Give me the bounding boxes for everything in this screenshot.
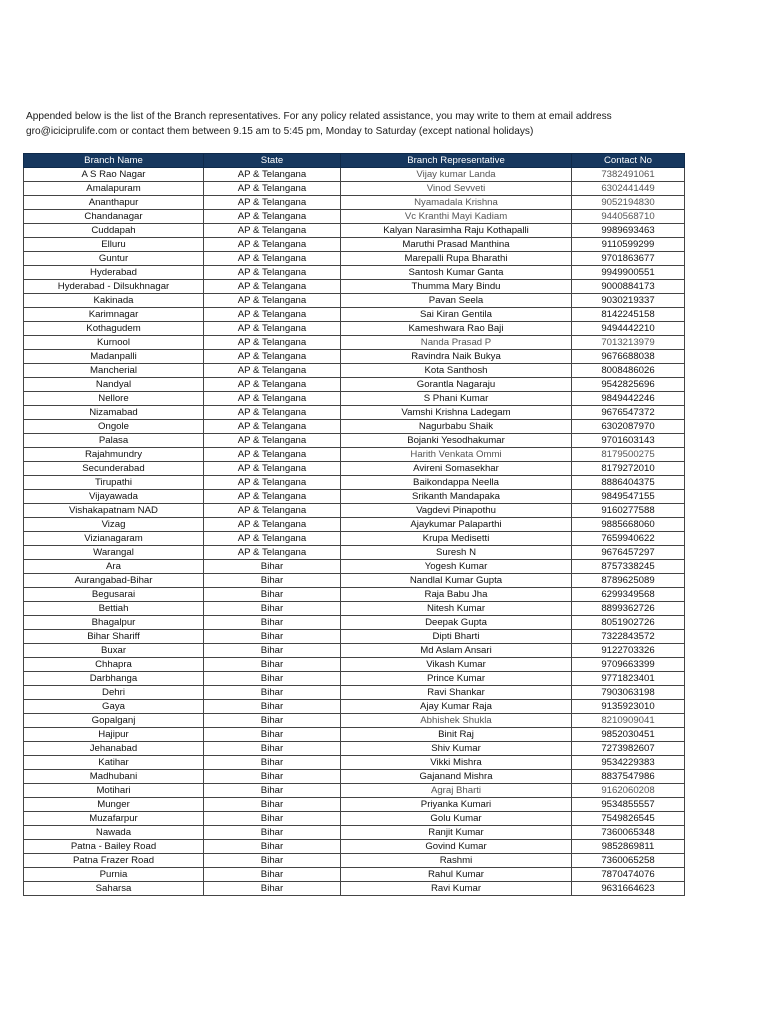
state-cell: AP & Telangana [204,378,341,392]
representative-cell: Maruthi Prasad Manthina [341,238,572,252]
state-cell: Bihar [204,854,341,868]
contact-no-cell: 9852030451 [572,728,685,742]
state-cell: Bihar [204,672,341,686]
table-row [24,784,685,798]
header-contact-no: Contact No [572,154,685,168]
table-row [24,574,685,588]
contact-no-cell: 7013213979 [572,336,685,350]
state-cell: AP & Telangana [204,532,341,546]
table-row [24,280,685,294]
branch-name-cell: Karimnagar [24,308,204,322]
representative-cell: Deepak Gupta [341,616,572,630]
branch-name-cell: A S Rao Nagar [24,168,204,182]
state-cell: Bihar [204,714,341,728]
representative-cell: Dipti Bharti [341,630,572,644]
contact-no-cell: 8179272010 [572,462,685,476]
contact-no-cell: 9160277588 [572,504,685,518]
contact-no-cell: 6302441449 [572,182,685,196]
representative-cell: Prince Kumar [341,672,572,686]
branch-name-cell: Nandyal [24,378,204,392]
table-row [24,644,685,658]
table-row [24,630,685,644]
representative-cell: Kameshwara Rao Baji [341,322,572,336]
branch-name-cell: Chandanagar [24,210,204,224]
state-cell: Bihar [204,658,341,672]
state-cell: Bihar [204,728,341,742]
state-cell: AP & Telangana [204,322,341,336]
contact-no-cell: 9676688038 [572,350,685,364]
branch-name-cell: Dehri [24,686,204,700]
contact-no-cell: 9676457297 [572,546,685,560]
branch-table-container [23,153,685,896]
branch-name-cell: Bettiah [24,602,204,616]
representative-cell: Gajanand Mishra [341,770,572,784]
branch-name-cell: Ongole [24,420,204,434]
branch-name-cell: Hyderabad [24,266,204,280]
contact-no-cell: 8899362726 [572,602,685,616]
state-cell: Bihar [204,742,341,756]
state-cell: AP & Telangana [204,364,341,378]
contact-no-cell: 9534229383 [572,756,685,770]
header-branch-name: Branch Name [24,154,204,168]
table-row [24,350,685,364]
representative-cell: Sai Kiran Gentila [341,308,572,322]
representative-cell: Gorantla Nagaraju [341,378,572,392]
table-row [24,476,685,490]
representative-cell: Ravi Shankar [341,686,572,700]
branch-name-cell: Vijayawada [24,490,204,504]
table-row [24,588,685,602]
contact-no-cell: 7659940622 [572,532,685,546]
state-cell: AP & Telangana [204,252,341,266]
contact-no-cell: 9135923010 [572,700,685,714]
branch-name-cell: Muzafarpur [24,812,204,826]
branch-name-cell: Elluru [24,238,204,252]
branch-name-cell: Tirupathi [24,476,204,490]
representative-cell: Agraj Bharti [341,784,572,798]
table-row [24,728,685,742]
branch-name-cell: Munger [24,798,204,812]
state-cell: Bihar [204,868,341,882]
branch-name-cell: Bhagalpur [24,616,204,630]
representative-cell: Srikanth Mandapaka [341,490,572,504]
table-row [24,742,685,756]
branch-name-cell: Nizamabad [24,406,204,420]
representative-cell: Rashmi [341,854,572,868]
table-row [24,364,685,378]
contact-no-cell: 9885668060 [572,518,685,532]
contact-no-cell: 8179500275 [572,448,685,462]
contact-no-cell: 9542825696 [572,378,685,392]
state-cell: Bihar [204,686,341,700]
state-cell: AP & Telangana [204,308,341,322]
branch-name-cell: Vizianagaram [24,532,204,546]
branch-name-cell: Madhubani [24,770,204,784]
state-cell: Bihar [204,602,341,616]
state-cell: AP & Telangana [204,182,341,196]
state-cell: Bihar [204,882,341,896]
table-row [24,448,685,462]
contact-no-cell: 9709663399 [572,658,685,672]
table-row [24,602,685,616]
table-row [24,168,685,182]
representative-cell: Nanda Prasad P [341,336,572,350]
contact-no-cell: 7382491061 [572,168,685,182]
representative-cell: Ravindra Naik Bukya [341,350,572,364]
contact-no-cell: 8789625089 [572,574,685,588]
branch-name-cell: Hajipur [24,728,204,742]
state-cell: AP & Telangana [204,434,341,448]
table-row [24,392,685,406]
state-cell: AP & Telangana [204,238,341,252]
branch-name-cell: Vizag [24,518,204,532]
contact-no-cell: 9631664623 [572,882,685,896]
state-cell: AP & Telangana [204,224,341,238]
header-row [24,154,685,168]
state-cell: AP & Telangana [204,392,341,406]
representative-cell: Marepalli Rupa Bharathi [341,252,572,266]
representative-cell: Pavan Seela [341,294,572,308]
branch-name-cell: Nellore [24,392,204,406]
representative-cell: Priyanka Kumari [341,798,572,812]
representative-cell: Binit Raj [341,728,572,742]
branch-name-cell: Kothagudem [24,322,204,336]
contact-no-cell: 8210909041 [572,714,685,728]
contact-no-cell: 7870474076 [572,868,685,882]
table-row [24,854,685,868]
representative-cell: Bojanki Yesodhakumar [341,434,572,448]
state-cell: Bihar [204,700,341,714]
table-row [24,490,685,504]
branch-name-cell: Kurnool [24,336,204,350]
table-row [24,868,685,882]
representative-cell: Golu Kumar [341,812,572,826]
representative-cell: Nandlal Kumar Gupta [341,574,572,588]
state-cell: Bihar [204,826,341,840]
contact-no-cell: 9494442210 [572,322,685,336]
state-cell: AP & Telangana [204,294,341,308]
state-cell: AP & Telangana [204,266,341,280]
table-row [24,406,685,420]
header-branch-representative: Branch Representative [341,154,572,168]
table-row [24,882,685,896]
branch-name-cell: Warangal [24,546,204,560]
state-cell: AP & Telangana [204,518,341,532]
branch-name-cell: Buxar [24,644,204,658]
representative-cell: Rahul Kumar [341,868,572,882]
contact-no-cell: 8757338245 [572,560,685,574]
table-row [24,658,685,672]
table-row [24,798,685,812]
table-row [24,266,685,280]
state-cell: AP & Telangana [204,476,341,490]
branch-name-cell: Kakinada [24,294,204,308]
representative-cell: Nitesh Kumar [341,602,572,616]
branch-name-cell: Aurangabad-Bihar [24,574,204,588]
representative-cell: Kota Santhosh [341,364,572,378]
state-cell: AP & Telangana [204,196,341,210]
branch-name-cell: Palasa [24,434,204,448]
representative-cell: Krupa Medisetti [341,532,572,546]
representative-cell: Baikondappa Neella [341,476,572,490]
branch-name-cell: Katihar [24,756,204,770]
representative-cell: Raja Babu Jha [341,588,572,602]
intro-line-1: Appended below is the list of the Branch representatives. For any policy related assistance, you may write to them at email address [26,111,612,122]
contact-no-cell: 9849442246 [572,392,685,406]
table-row [24,210,685,224]
table-row [24,504,685,518]
state-cell: Bihar [204,574,341,588]
representative-cell: Ajay Kumar Raja [341,700,572,714]
state-cell: Bihar [204,812,341,826]
branch-name-cell: Gaya [24,700,204,714]
contact-no-cell: 9701863677 [572,252,685,266]
state-cell: AP & Telangana [204,168,341,182]
state-cell: Bihar [204,784,341,798]
branch-name-cell: Saharsa [24,882,204,896]
representative-cell: Vinod Sevveti [341,182,572,196]
state-cell: AP & Telangana [204,490,341,504]
contact-no-cell: 9949900551 [572,266,685,280]
branch-name-cell: Purnia [24,868,204,882]
representative-cell: Md Aslam Ansari [341,644,572,658]
contact-no-cell: 9989693463 [572,224,685,238]
contact-no-cell: 9030219337 [572,294,685,308]
table-row [24,182,685,196]
contact-no-cell: 9052194830 [572,196,685,210]
branch-name-cell: Madanpalli [24,350,204,364]
contact-no-cell: 9162060208 [572,784,685,798]
contact-no-cell: 8886404375 [572,476,685,490]
table-row [24,252,685,266]
intro-line-2: gro@iciciprulife.com or contact them between 9.15 am to 5:45 pm, Monday to Saturday (except national holidays) [26,126,534,137]
contact-no-cell: 6302087970 [572,420,685,434]
state-cell: AP & Telangana [204,462,341,476]
state-cell: AP & Telangana [204,406,341,420]
contact-no-cell: 8142245158 [572,308,685,322]
branch-name-cell: Nawada [24,826,204,840]
contact-no-cell: 7322843572 [572,630,685,644]
state-cell: Bihar [204,756,341,770]
representative-cell: Harith Venkata Ommi [341,448,572,462]
state-cell: Bihar [204,840,341,854]
contact-no-cell: 9440568710 [572,210,685,224]
state-cell: Bihar [204,798,341,812]
branch-name-cell: Amalapuram [24,182,204,196]
contact-no-cell: 7360065258 [572,854,685,868]
state-cell: Bihar [204,560,341,574]
contact-no-cell: 7273982607 [572,742,685,756]
table-row [24,714,685,728]
state-cell: Bihar [204,588,341,602]
representative-cell: Santosh Kumar Ganta [341,266,572,280]
representative-cell: Govind Kumar [341,840,572,854]
contact-no-cell: 9122703326 [572,644,685,658]
branch-name-cell: Patna - Bailey Road [24,840,204,854]
table-row [24,672,685,686]
representative-cell: Shiv Kumar [341,742,572,756]
contact-no-cell: 7549826545 [572,812,685,826]
representative-cell: Vikash Kumar [341,658,572,672]
branch-name-cell: Cuddapah [24,224,204,238]
table-row [24,462,685,476]
contact-no-cell: 9110599299 [572,238,685,252]
state-cell: AP & Telangana [204,210,341,224]
table-row [24,378,685,392]
representative-cell: Abhishek Shukla [341,714,572,728]
contact-no-cell: 9849547155 [572,490,685,504]
table-row [24,560,685,574]
state-cell: Bihar [204,644,341,658]
contact-no-cell: 6299349568 [572,588,685,602]
table-row [24,812,685,826]
representative-cell: S Phani Kumar [341,392,572,406]
contact-no-cell: 9534855557 [572,798,685,812]
table-body [24,168,685,896]
state-cell: AP & Telangana [204,350,341,364]
branch-name-cell: Ananthapur [24,196,204,210]
state-cell: AP & Telangana [204,448,341,462]
header-state: State [204,154,341,168]
table-row [24,336,685,350]
representative-cell: Kalyan Narasimha Raju Kothapalli [341,224,572,238]
branch-name-cell: Jehanabad [24,742,204,756]
table-row [24,322,685,336]
branch-name-cell: Ara [24,560,204,574]
contact-no-cell: 8837547986 [572,770,685,784]
representative-cell: Ranjit Kumar [341,826,572,840]
branch-name-cell: Rajahmundry [24,448,204,462]
table-row [24,756,685,770]
representative-cell: Thumma Mary Bindu [341,280,572,294]
representative-cell: Yogesh Kumar [341,560,572,574]
table-row [24,616,685,630]
state-cell: Bihar [204,616,341,630]
representative-cell: Vamshi Krishna Ladegam [341,406,572,420]
branch-name-cell: Gopalganj [24,714,204,728]
table-row [24,518,685,532]
representative-cell: Suresh N [341,546,572,560]
table-row [24,700,685,714]
branch-name-cell: Begusarai [24,588,204,602]
state-cell: AP & Telangana [204,504,341,518]
state-cell: AP & Telangana [204,336,341,350]
contact-no-cell: 8051902726 [572,616,685,630]
table-row [24,224,685,238]
state-cell: AP & Telangana [204,420,341,434]
contact-no-cell: 9771823401 [572,672,685,686]
intro-paragraph [26,109,726,139]
table-row [24,770,685,784]
table-row [24,686,685,700]
table-row [24,196,685,210]
contact-no-cell: 9701603143 [572,434,685,448]
branch-name-cell: Chhapra [24,658,204,672]
table-row [24,434,685,448]
table-row [24,532,685,546]
contact-no-cell: 7360065348 [572,826,685,840]
contact-no-cell: 9852869811 [572,840,685,854]
branch-name-cell: Vishakapatnam NAD [24,504,204,518]
branch-name-cell: Motihari [24,784,204,798]
branch-name-cell: Guntur [24,252,204,266]
representative-cell: Nagurbabu Shaik [341,420,572,434]
contact-no-cell: 7903063198 [572,686,685,700]
state-cell: Bihar [204,770,341,784]
representative-cell: Ravi Kumar [341,882,572,896]
representative-cell: Vc Kranthi Mayi Kadiam [341,210,572,224]
table-row [24,238,685,252]
contact-no-cell: 9000884173 [572,280,685,294]
table-row [24,420,685,434]
representative-cell: Vagdevi Pinapothu [341,504,572,518]
table-row [24,546,685,560]
table-row [24,826,685,840]
state-cell: Bihar [204,630,341,644]
representative-cell: Vijay kumar Landa [341,168,572,182]
branch-representatives-table [23,153,685,896]
branch-name-cell: Mancherial [24,364,204,378]
table-row [24,840,685,854]
branch-name-cell: Secunderabad [24,462,204,476]
representative-cell: Avireni Somasekhar [341,462,572,476]
branch-name-cell: Hyderabad - Dilsukhnagar [24,280,204,294]
state-cell: AP & Telangana [204,546,341,560]
table-row [24,308,685,322]
branch-name-cell: Bihar Shariff [24,630,204,644]
table-header [24,154,685,168]
branch-name-cell: Darbhanga [24,672,204,686]
table-row [24,294,685,308]
state-cell: AP & Telangana [204,280,341,294]
representative-cell: Vikki Mishra [341,756,572,770]
representative-cell: Nyamadala Krishna [341,196,572,210]
representative-cell: Ajaykumar Palaparthi [341,518,572,532]
contact-no-cell: 8008486026 [572,364,685,378]
branch-name-cell: Patna Frazer Road [24,854,204,868]
contact-no-cell: 9676547372 [572,406,685,420]
